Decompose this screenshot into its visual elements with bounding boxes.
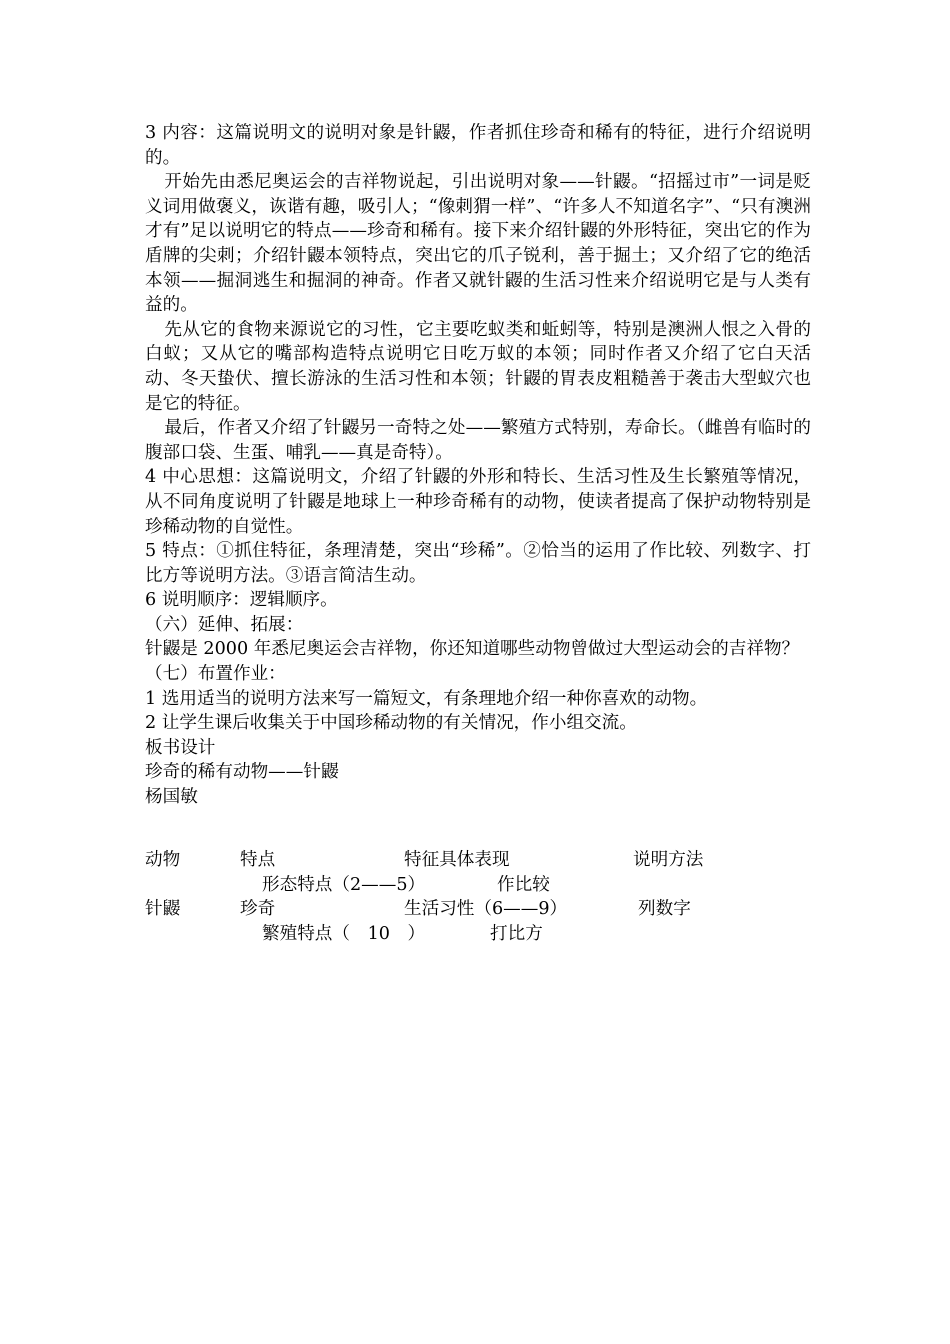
paragraph: 针鼹是 2000 年悉尼奥运会吉祥物，你还知道哪些动物曾做过大型运动会的吉祥物？ <box>145 639 800 660</box>
board-row-2-animal: 针鼹 <box>145 899 181 920</box>
paragraph: （七）布置作业： <box>145 664 286 685</box>
board-row-1-method: 作比较 <box>497 874 550 895</box>
paragraph: 5 特点：①抓住特征，条理清楚，突出“珍稀”。②恰当的运用了作比较、列数字、打比方等说明方法。③语言简洁生动。 <box>145 541 811 586</box>
paragraph: 杨国敏 <box>145 787 198 808</box>
board-row-3-method: 打比方 <box>490 923 543 944</box>
board-header-feature: 特点 <box>240 850 276 870</box>
board-row-2-feature: 珍奇 <box>240 899 276 920</box>
board-header-detail: 特征具体表现 <box>404 850 510 870</box>
paragraph: 2 让学生课后收集关于中国珍稀动物的有关情况，作小组交流。 <box>145 713 637 734</box>
board-header-method: 说明方法 <box>633 850 704 870</box>
paragraph: 最后，作者又介绍了针鼹另一奇特之处——繁殖方式特别，寿命长。（雌兽有临时的腹部口袋、生蛋、哺乳——真是奇特）。 <box>145 418 811 463</box>
board-row-3-detail: 繁殖特点（ 10 ） <box>262 923 426 944</box>
paragraph: 板书设计 <box>145 737 216 758</box>
paragraph: 4 中心思想：这篇说明文，介绍了针鼹的外形和特长、生活习性及生长繁殖等情况，从不同角度说明了针鼹是地球上一种珍奇稀有的动物，使读者提高了保护动物特别是珍稀动物的自觉性。 <box>145 467 811 537</box>
paragraph: 先从它的食物来源说它的习性，它主要吃蚁类和蚯蚓等，特别是澳洲人恨之入骨的白蚁；又从它的嘴部构造特点说明它日吃万蚁的本领；同时作者又介绍了它白天活动、冬天蛰伏、擅长游泳的生活习性和本领；针鼹的胃表皮粗糙善于袭击大型蚁穴也是它的特征。 <box>145 319 811 414</box>
board-row-2-detail: 生活习性（6——9） <box>404 899 568 920</box>
paragraph: （六）延伸、拓展： <box>145 614 304 635</box>
paragraph: 1 选用适当的说明方法来写一篇短文，有条理地介绍一种你喜欢的动物。 <box>145 688 708 709</box>
paragraph: 开始先由悉尼奥运会的吉祥物说起，引出说明对象——针鼹。“招摇过市”一词是贬义词用做褒义，诙谐有趣，吸引人；“像刺猬一样”、“许多人不知道名字”、“只有澳洲才有”足以说明它的特点——珍奇和稀有。接下来介绍针鼹的外形特征，突出它的作为盾牌的尖刺；介绍针鼹本领特点，突出它的爪子锐利，善于掘土；又介绍了它的绝活本领——掘洞逃生和掘洞的神奇。作者又就针鼹的生活习性来介绍说明它是与人类有益的。 <box>145 172 811 316</box>
document-body <box>145 121 811 810</box>
board-header-animal: 动物 <box>145 850 181 870</box>
paragraph: 3 内容：这篇说明文的说明对象是针鼹，作者抓住珍奇和稀有的特征，进行介绍说明的。 <box>145 123 811 168</box>
paragraph: 6 说明顺序：逻辑顺序。 <box>145 590 338 611</box>
board-row-2-method: 列数字 <box>638 899 691 920</box>
paragraph: 珍奇的稀有动物——针鼹 <box>145 762 339 783</box>
board-row-1-detail: 形态特点（2——5） <box>262 874 426 895</box>
